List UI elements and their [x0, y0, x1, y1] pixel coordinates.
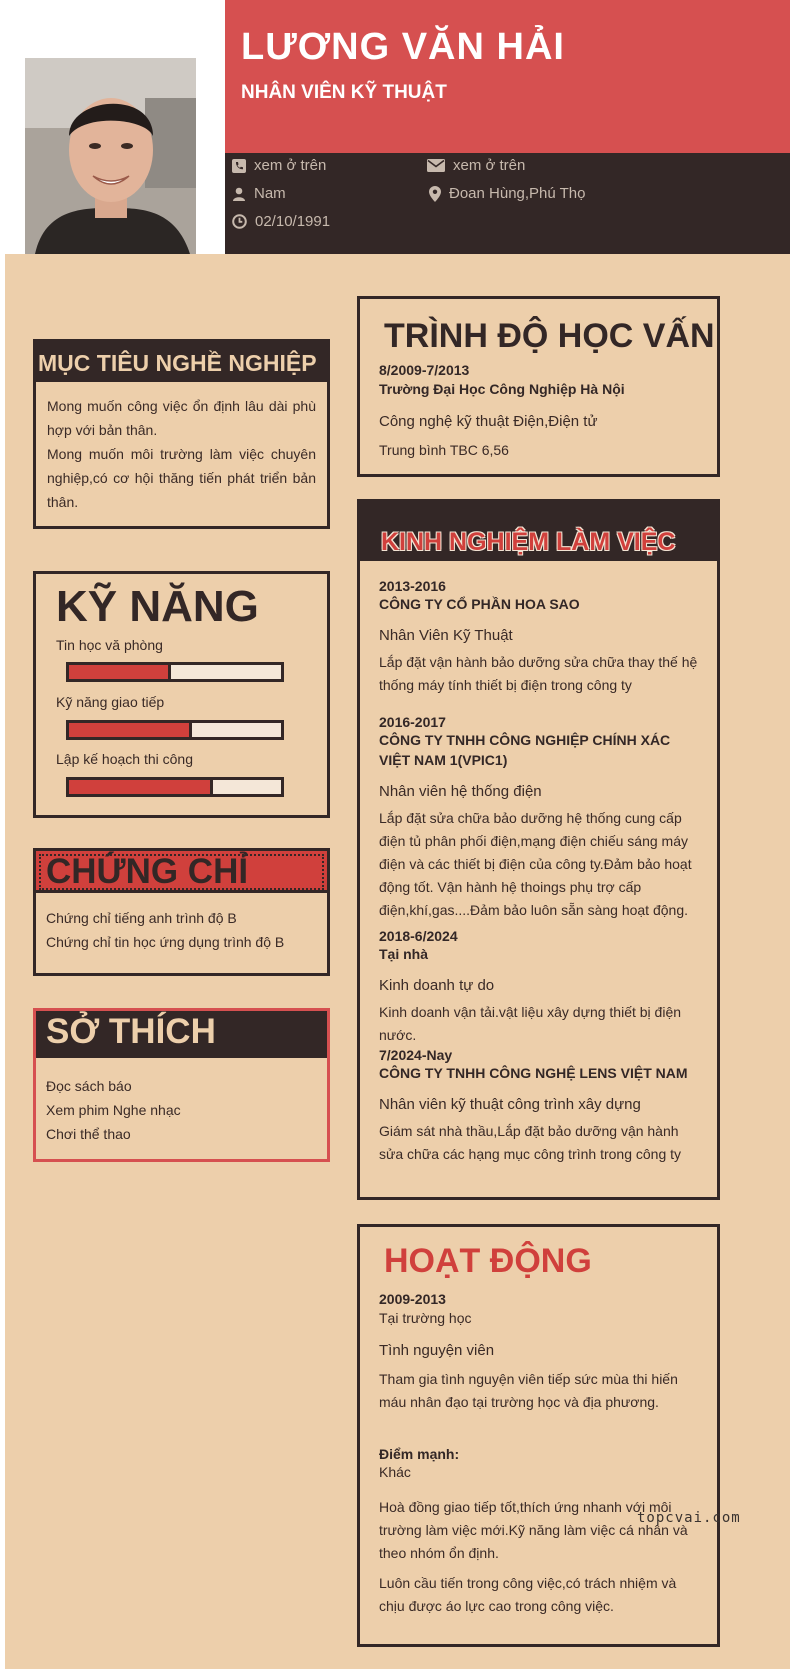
experience-desc-2: Lắp đặt sửa chữa bảo dưỡng hệ thống cung cấp điện tủ phân phối điện,mạng điện chiếu sáng máy điện và các thiết bị điện của công ty.Đảm bảo hoạt động tốt. Vận hành hệ thoings phụ trợ cấp điện,khí,gas....Đảm bảo luôn sẵn sàng hoạt động. — [379, 810, 692, 918]
experience-company-3: Tại nhà — [379, 946, 429, 962]
location-pin-icon — [429, 186, 441, 202]
watermark: topcvai.com — [637, 1510, 741, 1526]
strengths-desc-1: Hoà đồng giao tiếp tốt,thích ứng nhanh với môi trường làm việc mới.Kỹ năng làm việc cá nhân và theo nhóm ổn định. — [379, 1499, 688, 1561]
experience-date-4: 7/2024-Nay — [379, 1047, 453, 1063]
skill-bar-3-fill — [69, 780, 213, 794]
experience-role-1: Nhân Viên Kỹ Thuật — [379, 627, 513, 644]
hobbies-heading: SỞ THÍCH — [36, 1011, 327, 1058]
resume-page — [5, 0, 790, 1669]
gender-info — [232, 185, 286, 202]
address-info — [429, 185, 586, 202]
certificate-item-2: Chứng chỉ tin học ứng dụng trình độ B — [46, 934, 285, 950]
birthday-value: 02/10/1991 — [255, 213, 331, 230]
clock-icon — [232, 214, 247, 229]
phone-icon — [232, 159, 246, 173]
address-value: Đoan Hùng,Phú Thọ — [449, 185, 586, 202]
objective-line-1: Mong muốn công việc ổn định lâu dài phù hợp với bản thân. — [47, 398, 316, 438]
candidate-title: NHÂN VIÊN KỸ THUẬT — [241, 82, 447, 103]
education-date: 8/2009-7/2013 — [379, 362, 470, 378]
education-grade: Trung bình TBC 6,56 — [379, 442, 509, 458]
experience-desc-3: Kinh doanh vận tải.vật liệu xây dựng thiết bị điện nước. — [379, 1004, 682, 1043]
hobby-item-3: Chơi thể thao — [46, 1126, 131, 1142]
experience-role-3: Kinh doanh tự do — [379, 977, 495, 994]
phone-info — [232, 157, 326, 174]
strengths-label: Điểm mạnh: — [379, 1446, 460, 1462]
envelope-icon — [427, 159, 445, 172]
skill-label-3: Lập kế hoạch thi công — [56, 751, 193, 767]
experience-company-2: CÔNG TY TNHH CÔNG NGHIỆP CHÍNH XÁC VIỆT NAM 1(VPIC1) — [379, 732, 671, 768]
experience-company-4: CÔNG TY TNHH CÔNG NGHỆ LENS VIỆT NAM — [379, 1065, 688, 1081]
skills-section — [33, 571, 330, 818]
experience-role-2: Nhân viên hệ thống điện — [379, 783, 542, 800]
strengths-sub: Khác — [379, 1464, 411, 1480]
activities-place: Tại trường học — [379, 1310, 472, 1326]
candidate-name: LƯƠNG VĂN HẢI — [241, 26, 565, 68]
objective-line-2: Mong muốn môi trường làm việc chuyên nghiệp,có cơ hội thăng tiến phát triển bản thân. — [47, 446, 316, 510]
objective-section — [33, 339, 330, 529]
profile-photo — [25, 58, 196, 254]
activities-desc: Tham gia tình nguyện viên tiếp sức mùa thi hiến máu nhân đạo tại trường học và địa phương. — [379, 1371, 678, 1410]
skills-heading: KỸ NĂNG — [56, 582, 259, 631]
phone-value: xem ở trên — [254, 157, 327, 174]
skill-bar-1-fill — [69, 665, 171, 679]
hobby-item-1: Đọc sách báo — [46, 1078, 132, 1094]
experience-role-4: Nhân viên kỹ thuật công trình xây dựng — [379, 1096, 641, 1113]
experience-section — [357, 499, 720, 1200]
birthday-info — [232, 213, 330, 230]
certificates-section — [33, 848, 330, 976]
activities-section — [357, 1224, 720, 1647]
skill-bar-3 — [66, 777, 284, 797]
activities-date: 2009-2013 — [379, 1291, 446, 1307]
education-major: Công nghệ kỹ thuật Điện,Điện tử — [379, 413, 598, 430]
education-school: Trường Đại Học Công Nghiệp Hà Nội — [379, 381, 625, 397]
skill-bar-2 — [66, 720, 284, 740]
certificates-list — [36, 893, 327, 954]
education-section — [357, 296, 720, 477]
skill-label-2: Kỹ năng giao tiếp — [56, 694, 165, 710]
email-info — [427, 157, 525, 174]
experience-date-3: 2018-6/2024 — [379, 928, 458, 944]
hobby-item-2: Xem phim Nghe nhạc — [46, 1102, 181, 1118]
experience-item-3 — [379, 928, 699, 1047]
hobbies-list — [36, 1058, 327, 1146]
experience-item-2 — [379, 714, 699, 922]
user-icon — [232, 187, 246, 201]
experience-date-2: 2016-2017 — [379, 714, 446, 730]
header-banner — [225, 0, 790, 153]
experience-company-1: CÔNG TY CỔ PHẦN HOA SAO — [379, 596, 580, 612]
experience-heading: KINH NGHIỆM LÀM VIỆC — [360, 502, 717, 561]
experience-desc-1: Lắp đặt vận hành bảo dưỡng sửa chữa thay thế hệ thống máy tính thiết bị điện trong công ty — [379, 654, 698, 693]
strengths-desc-2: Luôn cầu tiến trong công việc,có trách nhiệm và chịu được áo lực cao trong công việc. — [379, 1575, 677, 1614]
skill-bar-1 — [66, 662, 284, 682]
experience-item-4 — [379, 1047, 699, 1166]
experience-item-1 — [379, 578, 699, 697]
activities-role: Tình nguyện viên — [379, 1342, 495, 1359]
email-value: xem ở trên — [453, 157, 526, 174]
activities-heading: HOẠT ĐỘNG — [384, 1242, 592, 1280]
hobbies-section — [33, 1008, 330, 1162]
skill-label-1: Tin học vă phòng — [56, 637, 163, 653]
experience-date-1: 2013-2016 — [379, 578, 446, 594]
gender-value: Nam — [254, 185, 286, 202]
objective-body — [36, 382, 327, 514]
education-heading: TRÌNH ĐỘ HỌC VẤN — [384, 317, 715, 355]
objective-heading: MỤC TIÊU NGHỀ NGHIỆP — [36, 342, 327, 382]
skill-bar-2-fill — [69, 723, 192, 737]
experience-desc-4: Giám sát nhà thầu,Lắp đặt bảo dưỡng vận hành sửa chữa các hạng mục công trình trong công ty — [379, 1123, 682, 1162]
certificate-item-1: Chứng chỉ tiếng anh trình độ B — [46, 910, 237, 926]
certificates-heading: CHỨNG CHỈ — [36, 851, 327, 893]
